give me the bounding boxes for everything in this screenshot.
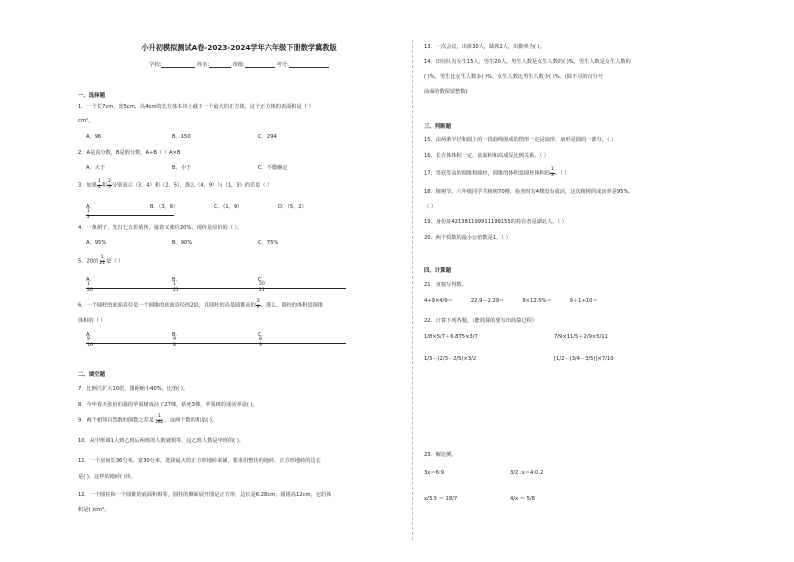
fraction: $\frac{9}{16}$ xyxy=(86,338,172,348)
question-6-options: A．$\frac{9}{16}$ B．$\frac{9}{8}$ C．$\frac{8}{9}$ xyxy=(86,332,344,348)
question-1-cont: cm²。 xyxy=(78,118,94,124)
question-3: 3．如果 $\frac{1}{4}$ 和 $\frac{2}{5}$ 分别表示（3，4）和（2，5），那么（4，9）与（1，3）的差是（ ） xyxy=(78,179,273,190)
question-3-options: A．$\frac{1}{2}$ B．（3，6） C．（1，9） D．（5，2） xyxy=(86,204,307,220)
question-15: 15．由两条半径和圆上的一段曲线围成的图形一定是扇形，扇形是圆的一部分。（ ） xyxy=(424,137,617,143)
question-14: 14．田径队有女生15人，男生20人，男生人数是女生人数的( )%，男生人数是女生人数的 xyxy=(424,59,631,65)
question-7: 7．比例尺扩大10倍，图距缩小40%，比值( )。 xyxy=(78,386,189,392)
question-14-cont2: 前面的数保留整数) xyxy=(424,89,468,95)
question-6-cont: 体积的（ ） xyxy=(78,318,106,324)
fraction: $\frac{20}{21}$ xyxy=(258,283,344,293)
school-field[interactable] xyxy=(161,62,195,68)
fraction: $\frac{2}{5}$ xyxy=(108,179,111,190)
fraction: $\frac{9}{8}$ xyxy=(172,338,258,348)
fraction: $\frac{3}{4}$ xyxy=(256,299,260,310)
question-5: 5．20的 $\frac{1}{21}$ 是（ ） xyxy=(78,255,124,266)
q23-equation-2: 3/2 :x＝4:0.2 xyxy=(510,470,544,476)
question-18: 18．植树节，六年级同学共植树70棵，检查时有4棵没有成活，这次植树的成活率是95%。 xyxy=(424,189,634,195)
question-20: 20．两个质数的最小公倍数是1。（ ） xyxy=(424,235,511,241)
question-16: 16．长方体体积一定，底面积和高成反比例关系。（ ） xyxy=(424,153,549,159)
q22-expression-4: [1/2－(3/4－3/5)]×7/10 xyxy=(554,356,614,362)
question-19: 19．身份证421381199911199155的持有者是湖北人。（ ） xyxy=(424,219,567,225)
question-13: 13．一次会议，出席30人，缺席2人，出勤率为( )。 xyxy=(424,44,545,50)
question-1-options: A．96 B．150 C．294 xyxy=(86,134,277,140)
question-11: 11．一个房间长36分米，宽30分米，选择最大的正方形地砖来铺，要求用整块的地砖，正方形地砖的边长 xyxy=(78,458,321,464)
fraction: $\frac{8}{9}$ xyxy=(258,338,344,348)
section-heading: 二、填空题 xyxy=(78,372,105,378)
question-5-options: A．$\frac{1}{20}$ B．$\frac{1}{21}$ C．$\frac{20}{21}$ xyxy=(86,277,344,293)
question-1: 1．一个长7cm，宽5cm，高4cm的长方体木块上截下一个最大的正方体，这个正方体的表面积是（ ） xyxy=(78,104,314,110)
question-12: 12．一个圆柱和一个圆锥的底面积相等。圆柱的侧面展开图是正方形，边长是6.28cm，圆锥高12cm，它的体 xyxy=(78,492,332,498)
question-17: 17．等底等高的圆锥和圆柱，圆锥的体积是圆柱体积的 $\frac{1}{3}$ 。（ ） xyxy=(424,167,570,178)
question-10: 10．从甲班调1人到乙班后两班的人数就相等，这乙班人数是甲班的( )。 xyxy=(78,438,245,444)
paper-title: 小升初模拟测试A卷-2023-2024学年六年级下册数学冀教版 xyxy=(141,43,337,52)
exam-no-field[interactable] xyxy=(289,62,329,68)
section-heading: 三、判断题 xyxy=(424,124,451,130)
question-11-cont: 是( )，这样的地砖( )块。 xyxy=(78,474,137,480)
section-heading: 一、选择题 xyxy=(78,93,105,99)
fraction: $\frac{1}{20}$ xyxy=(86,283,172,293)
question-6: 6．一个圆柱的底面直径是一个圆锥的底面直径的2倍，且圆柱的高是圆锥高的 $\frac{3}{4}$ ，那么，圆柱的体积是圆锥 xyxy=(78,299,323,310)
student-info: 学校: 姓名: 班级: 考号: xyxy=(78,62,400,68)
q22-expression-2: 7/9×11/5＋2/9×5/11 xyxy=(554,334,608,340)
question-4-options: A．95% B．90% C．75% xyxy=(86,240,279,246)
section-heading: 四、计算题 xyxy=(424,268,451,274)
q23-equation-1: 3x＝6:9 xyxy=(424,470,444,476)
fraction: $\frac{1}{4}$ xyxy=(97,179,101,190)
fraction: $\frac{1}{2}$ xyxy=(86,210,172,220)
q22-expression-3: 1/3－(2/3－2/5)×3/2 xyxy=(424,356,477,362)
fraction: $\frac{1}{21}$ xyxy=(99,255,106,266)
question-23: 23．解比例。 xyxy=(424,452,457,458)
question-18-cont: （ ） xyxy=(424,204,437,210)
question-2-options: A．大于 B．小于 C．不能确定 xyxy=(86,165,288,171)
column-divider xyxy=(412,40,413,540)
question-14-cont: ( )%，男生比女生人数多( )%，女生人数比男生人数少( )%。(除不尽的百分号 xyxy=(424,74,604,80)
fraction: $\frac{1}{21}$ xyxy=(172,283,258,293)
question-22: 22．计算下列各题。（能简算的要写出简算过程） xyxy=(424,318,537,324)
question-2: 2．A是真分数，B是假分数，A÷B（ ）A×B xyxy=(78,150,181,156)
q21-expressions: 4÷9×4/9＝ 22.9－2.29＝ 8×12.5%＝ 9＋1÷10＝ xyxy=(424,298,598,304)
question-9: 9．两个相邻自然数的倒数之差是 $\frac{1}{182}$ ，这两个数的和是( )。 xyxy=(78,414,218,425)
q22-expression-1: 1/8×5/7＋6.875×3/7 xyxy=(424,334,478,340)
name-field[interactable] xyxy=(209,62,231,68)
fraction: $\frac{1}{182}$ xyxy=(154,414,164,425)
q23-equation-3: x/3.5 ＝ 18/7 xyxy=(424,496,458,502)
question-12-cont: 积是( )cm³。 xyxy=(78,507,110,513)
class-field[interactable] xyxy=(245,62,275,68)
question-21: 21．直接写得数。 xyxy=(424,282,467,288)
q23-equation-4: 4/x ＝ 5/8 xyxy=(510,496,535,502)
question-4: 4．一条裙子，先打七五折销售，接着又涨价20%，现价是原价的（ ）。 xyxy=(78,225,243,231)
fraction: $\frac{1}{3}$ xyxy=(550,167,554,178)
question-8: 8．今年春天张伯伯栽的苹果树成活了27棵，枯死3棵，苹果树的成活率是( )。 xyxy=(78,402,258,408)
